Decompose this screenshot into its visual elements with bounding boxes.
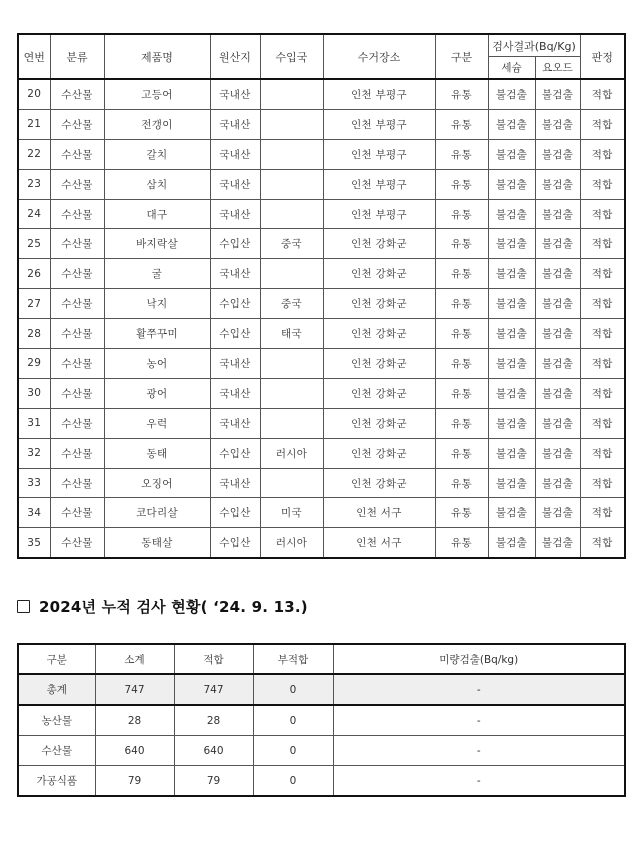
cell-origin: 국내산 xyxy=(210,199,260,229)
cell-location: 인천 서구 xyxy=(323,528,435,558)
section-title-text: 2024년 누적 검사 현황( ‘24. 9. 13.) xyxy=(39,598,308,616)
cell-verdict: 적합 xyxy=(580,319,625,349)
cell-no: 30 xyxy=(18,378,50,408)
cell-origin: 수입산 xyxy=(210,498,260,528)
summary-cell-pass: 79 xyxy=(174,766,253,797)
header-iodine: 요오드 xyxy=(535,57,580,80)
cell-import-country xyxy=(260,199,323,229)
summary-cell-trace: - xyxy=(333,674,625,705)
cell-cesium: 불검출 xyxy=(488,289,535,319)
summary-cell-type: 총계 xyxy=(18,674,95,705)
cell-cesium: 불검출 xyxy=(488,349,535,379)
summary-table-body xyxy=(18,674,625,796)
cell-import-country: 러시아 xyxy=(260,528,323,558)
cell-location: 인천 부평구 xyxy=(323,139,435,169)
cell-cesium: 불검출 xyxy=(488,229,535,259)
table-row xyxy=(18,259,625,289)
cell-category: 수산물 xyxy=(50,498,104,528)
cell-type: 유통 xyxy=(435,79,488,109)
header-category: 분류 xyxy=(50,34,104,79)
cell-verdict: 적합 xyxy=(580,229,625,259)
table-row xyxy=(18,498,625,528)
cell-iodine: 불검출 xyxy=(535,408,580,438)
cell-verdict: 적합 xyxy=(580,349,625,379)
cell-no: 32 xyxy=(18,438,50,468)
cell-verdict: 적합 xyxy=(580,109,625,139)
table-row xyxy=(18,199,625,229)
table-row xyxy=(18,139,625,169)
cell-iodine: 불검출 xyxy=(535,229,580,259)
cell-category: 수산물 xyxy=(50,378,104,408)
cell-import-country xyxy=(260,79,323,109)
inspection-table-header xyxy=(18,34,625,79)
cell-product: 코다리살 xyxy=(104,498,210,528)
summary-header-subtotal: 소계 xyxy=(95,644,174,674)
summary-cell-trace: - xyxy=(333,736,625,766)
cell-import-country xyxy=(260,378,323,408)
summary-cell-pass: 28 xyxy=(174,705,253,736)
cell-import-country: 중국 xyxy=(260,229,323,259)
summary-header-fail: 부적합 xyxy=(253,644,333,674)
cell-import-country xyxy=(260,468,323,498)
cell-import-country: 중국 xyxy=(260,289,323,319)
cell-type: 유통 xyxy=(435,289,488,319)
table-row xyxy=(18,229,625,259)
summary-cell-type: 농산물 xyxy=(18,705,95,736)
cell-category: 수산물 xyxy=(50,109,104,139)
cell-iodine: 불검출 xyxy=(535,79,580,109)
cell-product: 대구 xyxy=(104,199,210,229)
summary-cell-type: 수산물 xyxy=(18,736,95,766)
cell-verdict: 적합 xyxy=(580,289,625,319)
summary-row xyxy=(18,766,625,797)
summary-header-type: 구분 xyxy=(18,644,95,674)
cell-origin: 국내산 xyxy=(210,349,260,379)
cell-origin: 국내산 xyxy=(210,259,260,289)
cell-verdict: 적합 xyxy=(580,528,625,558)
cell-category: 수산물 xyxy=(50,319,104,349)
cell-category: 수산물 xyxy=(50,259,104,289)
cell-location: 인천 강화군 xyxy=(323,289,435,319)
cell-origin: 국내산 xyxy=(210,109,260,139)
summary-cell-fail: 0 xyxy=(253,736,333,766)
cell-product: 삼치 xyxy=(104,169,210,199)
cell-no: 29 xyxy=(18,349,50,379)
cell-category: 수산물 xyxy=(50,408,104,438)
summary-header-pass: 적합 xyxy=(174,644,253,674)
cell-iodine: 불검출 xyxy=(535,139,580,169)
cell-verdict: 적합 xyxy=(580,169,625,199)
cell-no: 20 xyxy=(18,79,50,109)
cell-iodine: 불검출 xyxy=(535,199,580,229)
cell-no: 34 xyxy=(18,498,50,528)
cell-type: 유통 xyxy=(435,229,488,259)
table-row xyxy=(18,468,625,498)
cell-type: 유통 xyxy=(435,139,488,169)
cell-type: 유통 xyxy=(435,528,488,558)
cell-no: 35 xyxy=(18,528,50,558)
cell-product: 우럭 xyxy=(104,408,210,438)
summary-cell-subtotal: 28 xyxy=(95,705,174,736)
summary-cell-subtotal: 747 xyxy=(95,674,174,705)
cell-cesium: 불검출 xyxy=(488,408,535,438)
cell-type: 유통 xyxy=(435,259,488,289)
cell-origin: 수입산 xyxy=(210,229,260,259)
header-result-group: 검사결과(Bq/Kg) xyxy=(488,34,580,57)
cell-origin: 국내산 xyxy=(210,139,260,169)
header-no: 연번 xyxy=(18,34,50,79)
summary-cell-type: 가공식품 xyxy=(18,766,95,797)
header-location: 수거장소 xyxy=(323,34,435,79)
cell-product: 농어 xyxy=(104,349,210,379)
cell-location: 인천 부평구 xyxy=(323,79,435,109)
cell-import-country xyxy=(260,109,323,139)
cell-no: 24 xyxy=(18,199,50,229)
cell-type: 유통 xyxy=(435,109,488,139)
summary-cell-fail: 0 xyxy=(253,705,333,736)
table-row xyxy=(18,109,625,139)
cell-location: 인천 강화군 xyxy=(323,468,435,498)
summary-cell-pass: 640 xyxy=(174,736,253,766)
cell-origin: 국내산 xyxy=(210,378,260,408)
cell-verdict: 적합 xyxy=(580,378,625,408)
table-row xyxy=(18,319,625,349)
summary-table-header xyxy=(18,644,625,674)
cell-category: 수산물 xyxy=(50,289,104,319)
summary-row xyxy=(18,705,625,736)
cell-iodine: 불검출 xyxy=(535,468,580,498)
cell-no: 28 xyxy=(18,319,50,349)
cell-iodine: 불검출 xyxy=(535,528,580,558)
summary-cell-subtotal: 79 xyxy=(95,766,174,797)
cell-iodine: 불검출 xyxy=(535,109,580,139)
table-row xyxy=(18,438,625,468)
cell-location: 인천 강화군 xyxy=(323,378,435,408)
cell-location: 인천 강화군 xyxy=(323,259,435,289)
cell-no: 27 xyxy=(18,289,50,319)
cell-cesium: 불검출 xyxy=(488,139,535,169)
cell-product: 굴 xyxy=(104,259,210,289)
cell-location: 인천 강화군 xyxy=(323,438,435,468)
cell-cesium: 불검출 xyxy=(488,468,535,498)
cell-origin: 국내산 xyxy=(210,79,260,109)
header-verdict: 판정 xyxy=(580,34,625,79)
cell-category: 수산물 xyxy=(50,468,104,498)
cell-verdict: 적합 xyxy=(580,139,625,169)
cell-iodine: 불검출 xyxy=(535,319,580,349)
summary-cell-trace: - xyxy=(333,705,625,736)
header-cesium: 세슘 xyxy=(488,57,535,80)
cell-location: 인천 강화군 xyxy=(323,408,435,438)
cell-product: 바지락살 xyxy=(104,229,210,259)
cell-type: 유통 xyxy=(435,378,488,408)
cell-location: 인천 강화군 xyxy=(323,349,435,379)
cell-no: 31 xyxy=(18,408,50,438)
cell-iodine: 불검출 xyxy=(535,169,580,199)
cell-cesium: 불검출 xyxy=(488,528,535,558)
cell-type: 유통 xyxy=(435,199,488,229)
cell-verdict: 적합 xyxy=(580,468,625,498)
cell-import-country xyxy=(260,349,323,379)
cell-cesium: 불검출 xyxy=(488,319,535,349)
inspection-table-body xyxy=(18,79,625,558)
cell-origin: 국내산 xyxy=(210,408,260,438)
cell-product: 동태 xyxy=(104,438,210,468)
summary-header-trace: 미량검출(Bq/kg) xyxy=(333,644,625,674)
cell-category: 수산물 xyxy=(50,229,104,259)
cell-category: 수산물 xyxy=(50,349,104,379)
cell-type: 유통 xyxy=(435,438,488,468)
table-row xyxy=(18,528,625,558)
cell-cesium: 불검출 xyxy=(488,259,535,289)
cell-import-country: 미국 xyxy=(260,498,323,528)
table-row xyxy=(18,169,625,199)
cell-type: 유통 xyxy=(435,319,488,349)
cell-location: 인천 강화군 xyxy=(323,319,435,349)
table-row xyxy=(18,408,625,438)
section-heading xyxy=(17,596,308,617)
cell-origin: 수입산 xyxy=(210,528,260,558)
cell-origin: 수입산 xyxy=(210,319,260,349)
cell-no: 23 xyxy=(18,169,50,199)
header-product: 제품명 xyxy=(104,34,210,79)
cell-type: 유통 xyxy=(435,408,488,438)
cell-iodine: 불검출 xyxy=(535,438,580,468)
cell-verdict: 적합 xyxy=(580,498,625,528)
cell-verdict: 적합 xyxy=(580,438,625,468)
cell-verdict: 적합 xyxy=(580,408,625,438)
table-row xyxy=(18,79,625,109)
cell-import-country: 러시아 xyxy=(260,438,323,468)
cell-product: 낙지 xyxy=(104,289,210,319)
cell-iodine: 불검출 xyxy=(535,259,580,289)
summary-row xyxy=(18,736,625,766)
cell-type: 유통 xyxy=(435,169,488,199)
cell-iodine: 불검출 xyxy=(535,349,580,379)
cell-product: 동태살 xyxy=(104,528,210,558)
cell-iodine: 불검출 xyxy=(535,289,580,319)
cell-location: 인천 부평구 xyxy=(323,109,435,139)
cell-verdict: 적합 xyxy=(580,259,625,289)
cell-product: 광어 xyxy=(104,378,210,408)
cell-product: 전갱이 xyxy=(104,109,210,139)
cell-import-country xyxy=(260,408,323,438)
square-bullet-icon xyxy=(17,600,30,613)
cell-origin: 국내산 xyxy=(210,468,260,498)
inspection-results-table xyxy=(17,33,626,559)
summary-cell-subtotal: 640 xyxy=(95,736,174,766)
cell-type: 유통 xyxy=(435,468,488,498)
table-row xyxy=(18,349,625,379)
cell-product: 오징어 xyxy=(104,468,210,498)
cell-iodine: 불검출 xyxy=(535,498,580,528)
cell-product: 고등어 xyxy=(104,79,210,109)
cell-cesium: 불검출 xyxy=(488,498,535,528)
cell-iodine: 불검출 xyxy=(535,378,580,408)
cell-category: 수산물 xyxy=(50,139,104,169)
header-import-country: 수입국 xyxy=(260,34,323,79)
cell-category: 수산물 xyxy=(50,438,104,468)
table-row xyxy=(18,289,625,319)
cell-origin: 수입산 xyxy=(210,438,260,468)
cell-import-country xyxy=(260,259,323,289)
cell-location: 인천 강화군 xyxy=(323,229,435,259)
cell-cesium: 불검출 xyxy=(488,438,535,468)
summary-cell-fail: 0 xyxy=(253,674,333,705)
summary-cell-fail: 0 xyxy=(253,766,333,797)
summary-cell-pass: 747 xyxy=(174,674,253,705)
cell-category: 수산물 xyxy=(50,79,104,109)
header-type: 구분 xyxy=(435,34,488,79)
cell-no: 25 xyxy=(18,229,50,259)
cell-cesium: 불검출 xyxy=(488,378,535,408)
cell-category: 수산물 xyxy=(50,169,104,199)
cell-no: 22 xyxy=(18,139,50,169)
summary-row xyxy=(18,674,625,705)
cell-category: 수산물 xyxy=(50,528,104,558)
cell-import-country xyxy=(260,169,323,199)
cell-location: 인천 서구 xyxy=(323,498,435,528)
header-origin: 원산지 xyxy=(210,34,260,79)
cell-origin: 국내산 xyxy=(210,169,260,199)
cell-location: 인천 부평구 xyxy=(323,199,435,229)
cell-origin: 수입산 xyxy=(210,289,260,319)
cell-cesium: 불검출 xyxy=(488,169,535,199)
cell-type: 유통 xyxy=(435,498,488,528)
cell-no: 21 xyxy=(18,109,50,139)
cell-product: 갈치 xyxy=(104,139,210,169)
table-row xyxy=(18,378,625,408)
cell-type: 유통 xyxy=(435,349,488,379)
cell-import-country xyxy=(260,139,323,169)
cell-location: 인천 부평구 xyxy=(323,169,435,199)
cell-no: 33 xyxy=(18,468,50,498)
cell-cesium: 불검출 xyxy=(488,199,535,229)
cell-no: 26 xyxy=(18,259,50,289)
cell-verdict: 적합 xyxy=(580,199,625,229)
cell-cesium: 불검출 xyxy=(488,79,535,109)
cell-category: 수산물 xyxy=(50,199,104,229)
cumulative-summary-table xyxy=(17,643,626,797)
cell-product: 활쭈꾸미 xyxy=(104,319,210,349)
cell-import-country: 태국 xyxy=(260,319,323,349)
summary-cell-trace: - xyxy=(333,766,625,797)
cell-cesium: 불검출 xyxy=(488,109,535,139)
cell-verdict: 적합 xyxy=(580,79,625,109)
